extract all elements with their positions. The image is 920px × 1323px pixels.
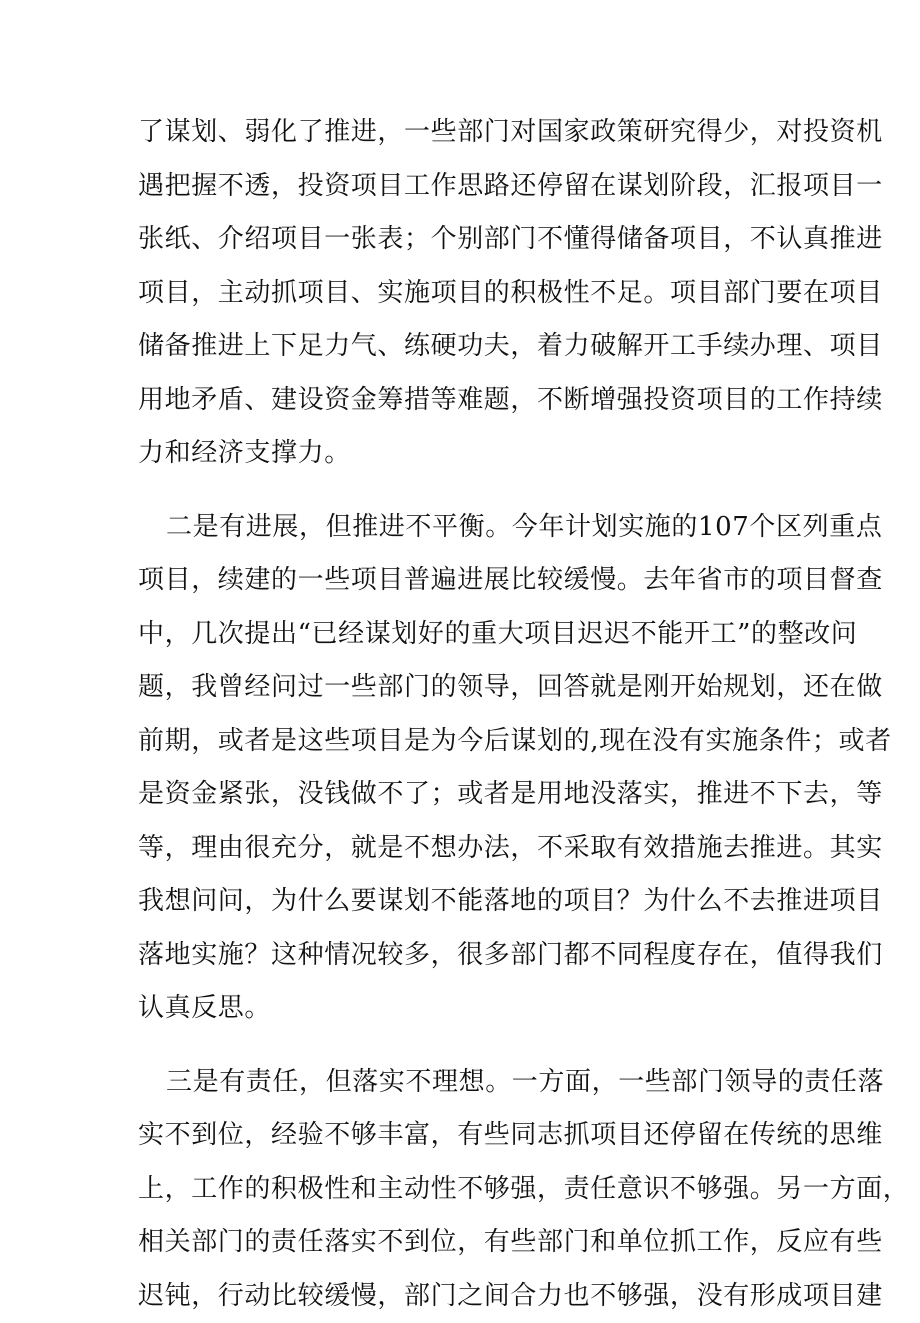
text-line: 三是有责任，但落实不理想。一方面，一些部门领导的责任落 bbox=[138, 1056, 798, 1110]
text-line: 相关部门的责任落实不到位，有些部门和单位抓工作，反应有些 bbox=[138, 1216, 798, 1270]
text-line: 等，理由很充分，就是不想办法，不采取有效措施去推进。其实 bbox=[138, 822, 798, 876]
text-line: 认真反思。 bbox=[138, 982, 798, 1036]
text-line: 二是有进展，但推进不平衡。今年计划实施的107个区列重点 bbox=[138, 501, 798, 555]
paragraph bbox=[138, 501, 798, 1036]
text-line: 遇把握不透，投资项目工作思路还停留在谋划阶段，汇报项目一 bbox=[138, 160, 798, 214]
text-line: 项目，主动抓项目、实施项目的积极性不足。项目部门要在项目 bbox=[138, 267, 798, 321]
paragraph bbox=[138, 1056, 798, 1323]
text-line: 我想问问，为什么要谋划不能落地的项目？为什么不去推进项目 bbox=[138, 875, 798, 929]
text-line: 张纸、介绍项目一张表；个别部门不懂得储备项目，不认真推进 bbox=[138, 213, 798, 267]
text-line: 题，我曾经问过一些部门的领导，回答就是刚开始规划，还在做 bbox=[138, 661, 798, 715]
text-line: 是资金紧张，没钱做不了；或者是用地没落实，推进不下去，等 bbox=[138, 768, 798, 822]
text-line: 上，工作的积极性和主动性不够强，责任意识不够强。另一方面， bbox=[138, 1163, 798, 1217]
text-line: 项目，续建的一些项目普遍进展比较缓慢。去年省市的项目督查 bbox=[138, 554, 798, 608]
paragraph-spacer bbox=[138, 481, 798, 501]
text-line: 落地实施？这种情况较多，很多部门都不同程度存在，值得我们 bbox=[138, 929, 798, 983]
text-line: 储备推进上下足力气、练硬功夫，着力破解开工手续办理、项目 bbox=[138, 320, 798, 374]
paragraph bbox=[138, 106, 798, 481]
document-body bbox=[138, 106, 798, 1323]
text-line: 力和经济支撑力。 bbox=[138, 427, 798, 481]
paragraph-spacer bbox=[138, 1036, 798, 1056]
text-line: 中，几次提出“已经谋划好的重大项目迟迟不能开工”的整改问 bbox=[138, 608, 798, 662]
text-line: 迟钝，行动比较缓慢，部门之间合力也不够强，没有形成项目建 bbox=[138, 1270, 798, 1323]
text-line: 实不到位，经验不够丰富，有些同志抓项目还停留在传统的思维 bbox=[138, 1109, 798, 1163]
text-line: 了谋划、弱化了推进，一些部门对国家政策研究得少，对投资机 bbox=[138, 106, 798, 160]
text-line: 前期，或者是这些项目是为今后谋划的,现在没有实施条件；或者 bbox=[138, 715, 798, 769]
text-line: 用地矛盾、建设资金筹措等难题，不断增强投资项目的工作持续 bbox=[138, 374, 798, 428]
